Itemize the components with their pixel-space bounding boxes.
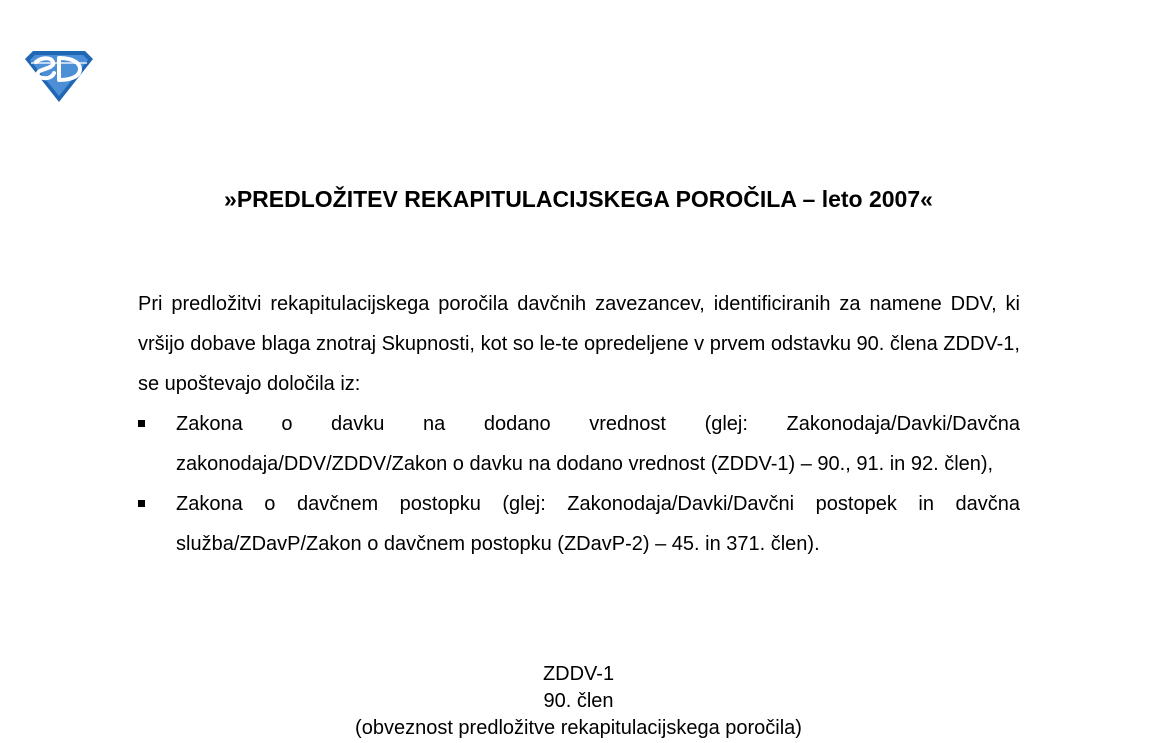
organization-logo xyxy=(22,49,96,103)
list-item-text: Zakona o davku na dodano vrednost (glej: Zakonodaja/Davki/Davčna zakonodaja/DDV/ZDDV/Zakon o davku na dodano vrednost (ZDDV-1) – 90., 91. in 92. člen), xyxy=(176,413,1020,475)
article-number: 90. člen xyxy=(543,690,614,712)
list-item-text: Zakona o davčnem postopku (glej: Zakonodaja/Davki/Davčni postopek in davčna služba/ZDavP/Zakon o davčnem postopku (ZDavP-2) – 45. in 371. člen). xyxy=(176,493,1020,555)
list-item-zdavp xyxy=(138,484,1020,564)
legal-references-list xyxy=(138,404,1020,564)
article-heading xyxy=(0,661,1157,742)
law-name: ZDDV-1 xyxy=(542,663,615,685)
shield-logo-icon xyxy=(22,49,96,103)
document-title: »PREDLOŽITEV REKAPITULACIJSKEGA POROČILA – leto 2007« xyxy=(224,186,933,212)
list-item-zddv xyxy=(138,404,1020,484)
square-bullet-icon xyxy=(138,500,145,507)
article-subtitle: (obveznost predložitve rekapitulacijskega poročila) xyxy=(355,717,802,739)
intro-paragraph: Pri predložitvi rekapitulacijskega poročila davčnih zavezancev, identificiranih za namene DDV, ki vršijo dobave blaga znotraj Skupnosti, kot so le-te opredeljene v prvem odstavku 90. člena ZDDV-1, se upoštevajo določila iz: xyxy=(138,293,1020,395)
square-bullet-icon xyxy=(138,420,145,427)
document-body xyxy=(138,284,1020,564)
